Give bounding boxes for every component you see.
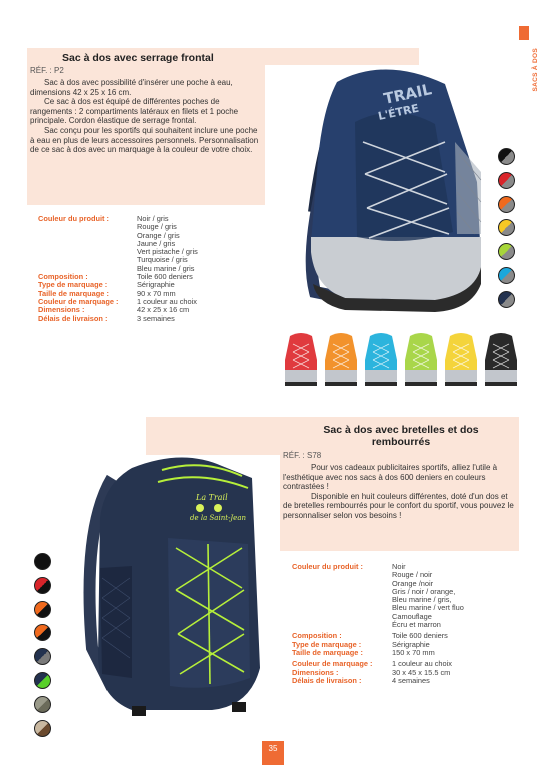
color-swatch xyxy=(34,672,51,689)
product1-desc-paragraph: Sac conçu pour les sportifs qui souhaitent inclure une poche à eau en plus de leurs accessoires personnels. Personnalisation de ce sac à dos avec un marquage à la couleur de votre choix. xyxy=(30,125,259,155)
product2-specs xyxy=(292,563,464,685)
spec-value: 90 x 70 mm xyxy=(137,288,176,298)
section-label: SACS À DOS xyxy=(532,48,539,92)
color-option: Camouflage xyxy=(392,611,432,621)
spec-value: Sérigraphie xyxy=(392,639,430,649)
spec-colors-list xyxy=(392,563,464,629)
color-swatch xyxy=(34,696,51,713)
color-option: Jaune / gris xyxy=(137,238,176,248)
color-swatch xyxy=(498,196,515,213)
product1-specs xyxy=(38,215,198,323)
product1-ref: RÉF. : P2 xyxy=(30,66,64,75)
color-swatch xyxy=(34,601,51,618)
spec-label: Composition : xyxy=(38,272,88,282)
color-option: Noir / gris xyxy=(137,214,169,223)
color-option: Bleu marine / gris xyxy=(137,263,195,273)
spec-colors-list xyxy=(137,215,198,273)
color-swatch xyxy=(498,172,515,189)
spec-value: 42 x 25 x 16 cm xyxy=(137,305,190,315)
svg-text:de la Saint-Jean: de la Saint-Jean xyxy=(190,514,247,522)
color-swatch xyxy=(34,720,51,737)
section-tab-marker xyxy=(519,26,529,40)
product1-desc-paragraph: Sac à dos avec possibilité d'insérer une poche à eau, dimensions 42 x 25 x 16 cm. xyxy=(30,78,233,97)
product2-description xyxy=(283,463,516,521)
spec-label: Dimensions : xyxy=(38,305,85,315)
variant-backpack-thumbnail xyxy=(402,330,440,388)
spec-label: Type de marquage : xyxy=(38,280,108,290)
color-swatch xyxy=(498,148,515,165)
spec-label: Couleur de marquage : xyxy=(38,296,119,306)
variant-backpack-thumbnail xyxy=(362,330,400,388)
color-option: Orange /noir xyxy=(392,578,434,588)
color-option: Orange / gris xyxy=(137,230,180,240)
spec-value: Toile 600 deniers xyxy=(137,272,193,282)
spec-label: Type de marquage : xyxy=(292,639,362,649)
spec-value: 3 semaines xyxy=(137,313,175,323)
color-swatch xyxy=(498,267,515,284)
color-swatch xyxy=(498,291,515,308)
spec-value: 4 semaines xyxy=(392,675,430,685)
spec-value: Sérigraphie xyxy=(137,280,175,290)
product1-backpack-image xyxy=(285,62,495,314)
spec-value: 1 couleur au choix xyxy=(392,659,452,669)
color-option: Turquoise / gris xyxy=(137,255,188,265)
page-number: 35 xyxy=(262,741,284,765)
color-swatch xyxy=(498,219,515,236)
spec-label: Dimensions : xyxy=(292,667,339,677)
color-option: Vert pistache / gris xyxy=(137,247,198,257)
color-swatch xyxy=(498,243,515,260)
product2-ref: RÉF. : S78 xyxy=(283,451,322,460)
product2-desc-paragraph: Disponible en huit couleurs différentes, doté d'un dos et de bretelles rembourrés pour le confort du sportif, vous pouvez le personnaliser selon vos besoins ! xyxy=(283,491,514,520)
spec-label: Couleur du produit : xyxy=(38,214,110,223)
color-option: Rouge / gris xyxy=(137,222,177,232)
spec-label: Délais de livraison : xyxy=(292,675,362,685)
product1-description xyxy=(30,78,262,155)
spec-value: 1 couleur au choix xyxy=(137,296,197,306)
color-swatch xyxy=(34,553,51,570)
variant-backpack-thumbnail xyxy=(482,330,520,388)
product2-desc-paragraph: Pour vos cadeaux publicitaires sportifs, alliez l'utile à l'esthétique avec nos sacs à dos 600 deniers en couleurs contrastées ! xyxy=(283,463,498,492)
color-option: Bleu marine / vert fluo xyxy=(392,603,464,613)
spec-value: 150 x 70 mm xyxy=(392,647,435,657)
svg-text:L'ÉTRE: L'ÉTRE xyxy=(376,101,421,123)
spec-label: Taille de marquage : xyxy=(38,288,109,298)
color-swatch xyxy=(34,577,51,594)
variant-backpack-thumbnail xyxy=(322,330,360,388)
spec-label: Composition : xyxy=(292,631,342,641)
color-option: Gris / noir / orange, xyxy=(392,586,456,596)
spec-value: 30 x 45 x 15.5 cm xyxy=(392,667,451,677)
product2-backpack-image xyxy=(72,448,272,718)
color-option: Rouge / noir xyxy=(392,570,433,580)
product1-desc-paragraph: Ce sac à dos est équipé de différentes poches de rangements : 2 compartiments latéraux en filets et 1 poche principale. Cordon élastique de serrage frontal. xyxy=(30,97,239,126)
variant-backpack-thumbnail xyxy=(282,330,320,388)
color-swatch xyxy=(34,624,51,641)
color-option: Bleu marine / gris, xyxy=(392,595,452,605)
color-swatch xyxy=(34,648,51,665)
spec-label: Couleur de marquage : xyxy=(292,659,373,669)
spec-label: Couleur du produit : xyxy=(292,562,364,571)
spec-value: Toile 600 deniers xyxy=(392,631,448,641)
spec-label: Délais de livraison : xyxy=(38,313,108,323)
product1-title: Sac à dos avec serrage frontal xyxy=(62,52,214,64)
product1-bag-logo: TRAIL xyxy=(382,80,434,108)
variant-backpack-thumbnail xyxy=(442,330,480,388)
product2-bag-logo: La Trail xyxy=(196,493,228,502)
color-option: Noir xyxy=(392,562,406,571)
spec-label: Taille de marquage : xyxy=(292,647,363,657)
product2-title: Sac à dos avec bretelles et dos rembourrés xyxy=(323,424,479,448)
color-option: Écru et marron xyxy=(392,620,441,630)
